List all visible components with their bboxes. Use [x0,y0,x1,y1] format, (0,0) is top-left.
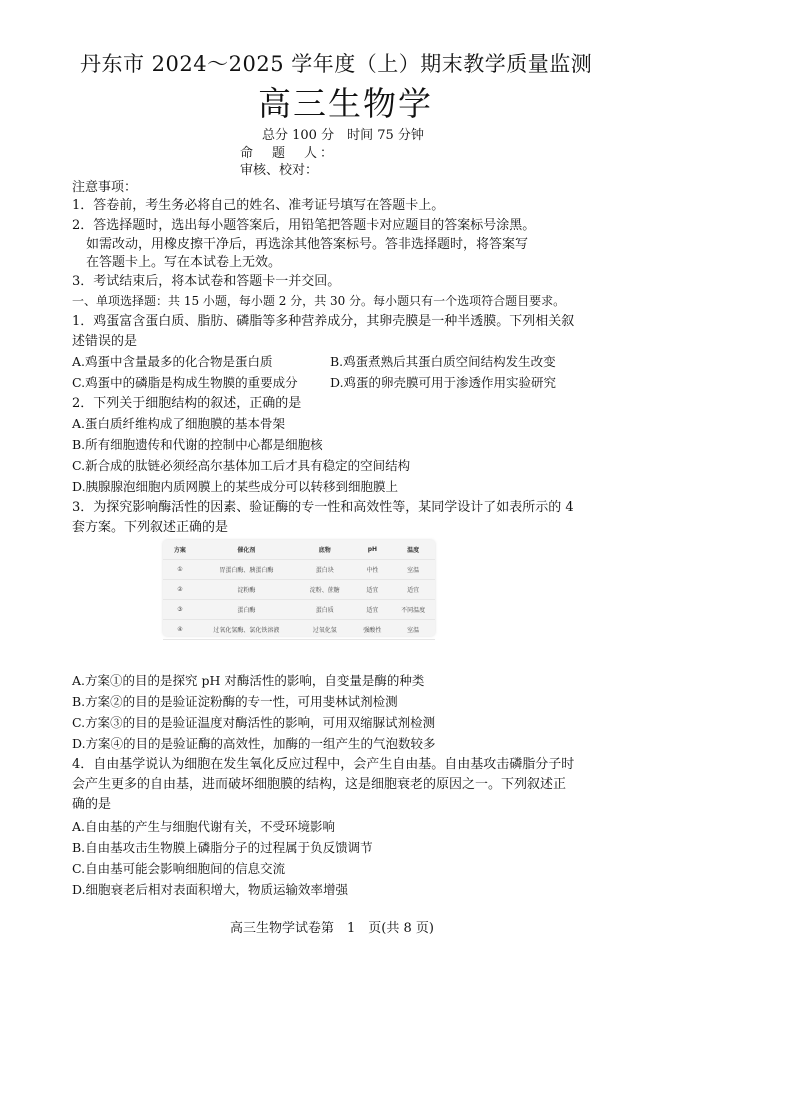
q1-option-c: C.鸡蛋中的磷脂是构成生物膜的重要成分 [72,375,298,390]
table-cell: ④ [163,620,197,640]
q4-stem: 4．自由基学说认为细胞在发生氧化反应过程中，会产生自由基。自由基攻击磷脂分子时 [72,757,575,772]
q3-stem: 套方案。下列叙述正确的是 [72,520,229,535]
q2-option-d: D.胰腺腺泡细胞内质网膜上的某些成分可以转移到细胞膜上 [72,479,399,494]
q1-stem: 1．鸡蛋富含蛋白质、脂肪、磷脂等多种营养成分，其卵壳膜是一种半透膜。下列相关叙 [72,314,575,329]
subject-title: 高三生物学 [258,84,433,123]
q1-stem: 述错误的是 [72,334,138,349]
table-row [163,560,435,580]
table-cell: 蛋白块 [296,560,354,580]
exam-title: 丹东市 2024～2025 学年度（上）期末教学质量监测 [80,52,593,76]
q3-option-b: B.方案②的目的是验证淀粉酶的专一性，可用斐林试剂检测 [72,694,398,709]
table-cell: ① [163,560,197,580]
q2-option-c: C.新合成的肽链必须经高尔基体加工后才具有稳定的空间结构 [72,458,411,473]
q4-option-c: C.自由基可能会影响细胞间的信息交流 [72,861,286,876]
table-cell: ③ [163,600,197,620]
review-line: 审核、校对： [240,163,319,178]
q4-stem: 会产生更多的自由基，进而破坏细胞膜的结构，这是细胞衰老的原因之一。下列叙述正 [72,777,567,792]
note-item: 如需改动，用橡皮擦干净后，再选涂其他答案标号。答非选择题时，将答案写 [86,237,529,252]
author-line: 命 题 人： [240,146,337,161]
table-row [163,600,435,620]
table-cell: 适宜 [391,580,435,600]
table-header-cell: 方案 [163,540,197,560]
table-header-cell: 温度 [391,540,435,560]
q4-stem: 确的是 [72,797,112,812]
table-header-cell: 催化剂 [197,540,296,560]
note-item: 3．考试结束后，将本试卷和答题卡一并交回。 [72,274,341,289]
q4-option-a: A.自由基的产生与细胞代谢有关，不受环境影响 [72,819,336,834]
table-cell: 蛋白质 [296,600,354,620]
table-header-cell: 底物 [296,540,354,560]
table-row [163,620,435,640]
q3-table [163,540,435,636]
q3-option-d: D.方案④的目的是验证酶的高效性，加酶的一组产生的气泡数较多 [72,736,436,751]
table-cell: 淀粉酶 [197,580,296,600]
table-cell: 适宜 [354,600,392,620]
note-item: 1．答卷前，考生务必将自己的姓名、准考证号填写在答题卡上。 [72,198,445,213]
table-header-row [163,540,435,560]
q1-option-b: B.鸡蛋煮熟后其蛋白质空间结构发生改变 [330,354,556,369]
table-cell: 过氧化氢酶、氯化铁溶液 [197,620,296,640]
q2-option-b: B.所有细胞遗传和代谢的控制中心都是细胞核 [72,437,323,452]
table-cell: 不同温度 [391,600,435,620]
table-cell: 适宜 [354,580,392,600]
table-cell: 室温 [391,560,435,580]
q3-stem: 3．为探究影响酶活性的因素、验证酶的专一性和高效性等，某同学设计了如表所示的 4 [72,500,574,515]
q1-option-a: A.鸡蛋中含量最多的化合物是蛋白质 [72,354,273,369]
table-row [163,580,435,600]
q2-option-a: A.蛋白质纤维构成了细胞膜的基本骨架 [72,416,286,431]
section-heading: 一、单项选择题：共 15 小题，每小题 2 分，共 30 分。每小题只有一个选项符合题目要求。 [72,294,566,308]
page-footer: 高三生物学试卷第 1 页(共 8 页) [230,921,434,936]
score-time: 总分 100 分 时间 75 分钟 [262,128,424,143]
table-cell: 胃蛋白酶、胰蛋白酶 [197,560,296,580]
q2-stem: 2．下列关于细胞结构的叙述，正确的是 [72,396,302,411]
notes-title: 注意事项： [72,180,138,195]
table-cell: 室温 [391,620,435,640]
q4-option-d: D.细胞衰老后相对表面积增大，物质运输效率增强 [72,882,349,897]
table-cell: 淀粉、蔗糖 [296,580,354,600]
q3-option-c: C.方案③的目的是验证温度对酶活性的影响，可用双缩脲试剂检测 [72,715,436,730]
table-cell: 强酸性 [354,620,392,640]
table-cell: 蛋白酶 [197,600,296,620]
table-cell: 过氧化氢 [296,620,354,640]
q4-option-b: B.自由基攻击生物膜上磷脂分子的过程属于负反馈调节 [72,840,373,855]
table-cell: ② [163,580,197,600]
note-item: 2．答选择题时，选出每小题答案后，用铅笔把答题卡对应题目的答案标号涂黑。 [72,218,536,233]
q3-option-a: A.方案①的目的是探究 pH 对酶活性的影响，自变量是酶的种类 [72,673,425,688]
table-header-cell: pH [354,540,392,560]
q1-option-d: D.鸡蛋的卵壳膜可用于渗透作用实验研究 [330,375,557,390]
table-cell: 中性 [354,560,392,580]
note-item: 在答题卡上。写在本试卷上无效。 [86,255,282,270]
